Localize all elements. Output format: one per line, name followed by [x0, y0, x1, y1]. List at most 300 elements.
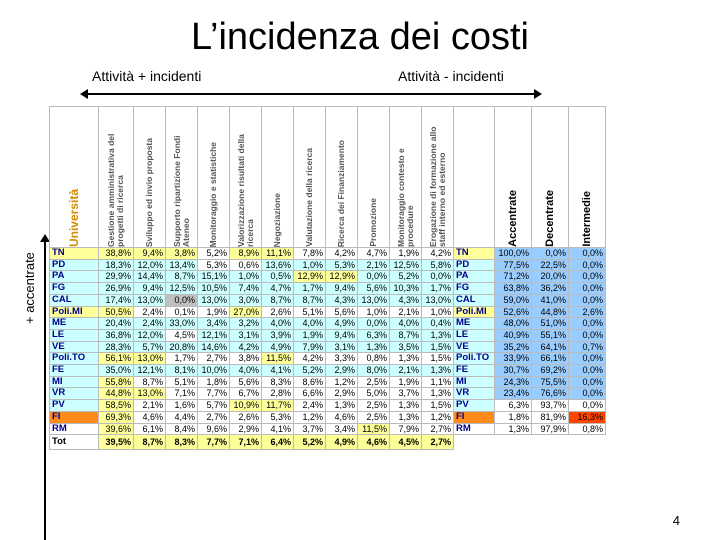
region-code-right: PD	[454, 259, 495, 271]
cost-cell: 2,7%	[198, 411, 230, 423]
total-cell: 2,7%	[422, 435, 454, 450]
cost-cell: 1,3%	[422, 365, 454, 377]
cost-cell: 4,2%	[230, 341, 262, 353]
cost-cell: 3,2%	[230, 318, 262, 330]
table-row	[50, 400, 606, 412]
share-cell: 1,3%	[495, 423, 532, 435]
region-code: FG	[50, 283, 99, 295]
region-code: Poli.TO	[50, 353, 99, 365]
cost-cell: 3,5%	[390, 341, 422, 353]
share-cell: 51,0%	[532, 318, 569, 330]
share-cell: 35,2%	[495, 341, 532, 353]
share-cell: 0,7%	[569, 341, 606, 353]
cost-cell: 8,0%	[358, 365, 390, 377]
table-row	[50, 259, 606, 271]
header-intermedie: Intermedie	[569, 107, 606, 248]
cost-cell: 1,1%	[422, 376, 454, 388]
cost-cell: 5,2%	[294, 365, 326, 377]
share-cell: 0,0%	[532, 248, 569, 260]
table-row	[50, 306, 606, 318]
cost-cell: 7,1%	[166, 388, 198, 400]
region-code: FI	[50, 411, 99, 423]
cost-cell: 2,4%	[134, 318, 166, 330]
region-code-right: FI	[454, 411, 495, 423]
cost-cell: 1,3%	[390, 400, 422, 412]
cost-cell: 2,8%	[262, 388, 294, 400]
share-cell: 63,8%	[495, 283, 532, 295]
cost-cell: 0,0%	[422, 271, 454, 283]
region-code-right: Poli.MI	[454, 306, 495, 318]
region-code-right: VR	[454, 388, 495, 400]
cost-cell: 6,7%	[230, 388, 262, 400]
share-cell: 77,5%	[495, 259, 532, 271]
cost-cell: 1,9%	[390, 376, 422, 388]
vertical-axis-label: + accentrate	[22, 252, 37, 324]
cost-cell: 12,0%	[134, 259, 166, 271]
cost-cell: 5,8%	[422, 259, 454, 271]
cost-cell: 2,6%	[230, 411, 262, 423]
cost-cell: 15,1%	[198, 271, 230, 283]
cost-cell: 4,2%	[294, 353, 326, 365]
cost-cell: 0,0%	[358, 271, 390, 283]
cost-cell: 4,7%	[358, 248, 390, 260]
cost-cell: 10,0%	[198, 365, 230, 377]
share-cell: 0,0%	[569, 294, 606, 306]
cost-cell: 4,6%	[326, 411, 358, 423]
cost-cell: 1,3%	[326, 400, 358, 412]
header-accentrate: Accentrate	[495, 107, 532, 248]
cost-cell: 1,3%	[422, 388, 454, 400]
share-cell: 33,9%	[495, 353, 532, 365]
table-row	[50, 376, 606, 388]
header-col: Erogazione di formazione allo staff interno ed esterno	[422, 107, 454, 248]
table-row	[50, 248, 606, 260]
cost-cell: 3,3%	[326, 353, 358, 365]
cost-cell: 1,3%	[422, 329, 454, 341]
slide-title: L’incidenza dei costi	[191, 16, 529, 58]
share-cell: 76,6%	[532, 388, 569, 400]
cost-cell: 6,3%	[358, 329, 390, 341]
cost-cell: 12,1%	[134, 365, 166, 377]
table-row	[50, 318, 606, 330]
cost-cell: 1,2%	[294, 411, 326, 423]
region-code-right: FG	[454, 283, 495, 295]
header-blank	[454, 107, 495, 248]
cost-cell: 5,2%	[390, 271, 422, 283]
region-code: PA	[50, 271, 99, 283]
share-cell: 44,8%	[532, 306, 569, 318]
table-row	[50, 329, 606, 341]
share-cell: 48,0%	[495, 318, 532, 330]
cost-cell: 9,4%	[326, 283, 358, 295]
cost-cell: 7,4%	[230, 283, 262, 295]
share-cell: 71,2%	[495, 271, 532, 283]
header-col: Valorizzazione risultati della ricerca	[230, 107, 262, 248]
cost-cell: 2,7%	[198, 353, 230, 365]
table-row	[50, 365, 606, 377]
cost-cell: 2,9%	[230, 423, 262, 435]
header-col: Gestione amministrativa del progetti di ricerca	[99, 107, 134, 248]
cost-cell: 1,0%	[422, 306, 454, 318]
cost-cell: 5,3%	[198, 259, 230, 271]
cost-cell: 4,2%	[422, 248, 454, 260]
cost-cell: 3,7%	[294, 423, 326, 435]
table-row	[50, 411, 606, 423]
cost-cell: 4,9%	[326, 318, 358, 330]
cost-cell: 12,9%	[294, 271, 326, 283]
cost-cell: 35,0%	[99, 365, 134, 377]
cost-cell: 1,2%	[326, 376, 358, 388]
share-cell: 93,7%	[532, 400, 569, 412]
cost-cell: 10,3%	[390, 283, 422, 295]
cost-cell: 12,1%	[198, 329, 230, 341]
cost-cell: 2,1%	[390, 365, 422, 377]
cost-cell: 1,0%	[230, 271, 262, 283]
cost-cell: 1,6%	[166, 400, 198, 412]
cost-cell: 5,1%	[166, 376, 198, 388]
cost-cell: 8,7%	[390, 329, 422, 341]
cost-cell: 14,4%	[134, 271, 166, 283]
cost-cell: 2,9%	[326, 388, 358, 400]
cost-cell: 11,1%	[262, 248, 294, 260]
table-row	[50, 283, 606, 295]
total-cell: 5,2%	[294, 435, 326, 450]
cost-cell: 0,6%	[230, 259, 262, 271]
region-code-right: RM	[454, 423, 495, 435]
cost-cell: 3,4%	[198, 318, 230, 330]
cost-cell: 13,0%	[358, 294, 390, 306]
share-cell: 20,0%	[532, 271, 569, 283]
cost-cell: 2,9%	[326, 365, 358, 377]
cost-cell: 5,3%	[262, 411, 294, 423]
cost-cell: 13,0%	[134, 353, 166, 365]
cost-cell: 2,5%	[358, 411, 390, 423]
cost-cell: 1,2%	[422, 411, 454, 423]
cost-cell: 8,7%	[294, 294, 326, 306]
cost-cell: 4,2%	[326, 248, 358, 260]
table-row	[50, 271, 606, 283]
cost-cell: 0,8%	[358, 353, 390, 365]
cost-cell: 4,5%	[166, 329, 198, 341]
cost-cell: 9,6%	[198, 423, 230, 435]
region-code: VE	[50, 341, 99, 353]
region-code: ME	[50, 318, 99, 330]
region-code-right: PA	[454, 271, 495, 283]
share-cell: 0,0%	[569, 400, 606, 412]
cost-cell: 27,0%	[230, 306, 262, 318]
cost-cell: 69,3%	[99, 411, 134, 423]
cost-cell: 5,1%	[294, 306, 326, 318]
region-code-right: LE	[454, 329, 495, 341]
cost-cell: 4,3%	[326, 294, 358, 306]
cost-cell: 2,6%	[262, 306, 294, 318]
cost-cell: 3,0%	[230, 294, 262, 306]
cost-cell: 2,5%	[358, 376, 390, 388]
table-row	[50, 423, 606, 435]
share-cell: 0,0%	[569, 329, 606, 341]
cost-cell: 11,5%	[262, 353, 294, 365]
cost-cell: 20,8%	[166, 341, 198, 353]
cost-cell: 1,8%	[198, 376, 230, 388]
share-cell: 41,0%	[532, 294, 569, 306]
table-header-row	[50, 107, 606, 248]
share-cell: 6,3%	[495, 400, 532, 412]
cost-cell: 0,0%	[166, 294, 198, 306]
share-cell: 0,8%	[569, 423, 606, 435]
total-cell: 39,5%	[99, 435, 134, 450]
share-cell: 24,3%	[495, 376, 532, 388]
total-cell: 4,5%	[390, 435, 422, 450]
cost-cell: 39,6%	[99, 423, 134, 435]
cost-cell: 55,8%	[99, 376, 134, 388]
share-cell: 0,0%	[569, 365, 606, 377]
cost-cell: 4,7%	[262, 283, 294, 295]
cost-cell: 1,0%	[358, 306, 390, 318]
cost-cell: 1,7%	[294, 283, 326, 295]
cost-cell: 4,3%	[390, 294, 422, 306]
region-code: RM	[50, 423, 99, 435]
total-cell: 7,1%	[230, 435, 262, 450]
cost-cell: 12,0%	[134, 329, 166, 341]
cost-cell: 44,8%	[99, 388, 134, 400]
cost-cell: 1,7%	[422, 283, 454, 295]
cost-cell: 29,9%	[99, 271, 134, 283]
cost-cell: 38,8%	[99, 248, 134, 260]
cost-cell: 6,1%	[134, 423, 166, 435]
cost-cell: 9,4%	[134, 283, 166, 295]
cost-cell: 12,5%	[390, 259, 422, 271]
cost-cell: 5,0%	[358, 388, 390, 400]
cost-cell: 11,7%	[262, 400, 294, 412]
region-code-right: VE	[454, 341, 495, 353]
total-cell: 8,7%	[134, 435, 166, 450]
cost-cell: 4,0%	[294, 318, 326, 330]
total-label: Tot	[50, 435, 99, 450]
region-code: PD	[50, 259, 99, 271]
table-row	[50, 353, 606, 365]
share-cell: 75,5%	[532, 376, 569, 388]
cost-cell: 1,9%	[294, 329, 326, 341]
share-cell: 40,9%	[495, 329, 532, 341]
cost-cell: 10,9%	[230, 400, 262, 412]
cost-cell: 5,7%	[198, 400, 230, 412]
share-cell: 1,8%	[495, 411, 532, 423]
cost-cell: 1,9%	[390, 248, 422, 260]
cost-cell: 36,8%	[99, 329, 134, 341]
total-cell: 6,4%	[262, 435, 294, 450]
cost-cell: 50,5%	[99, 306, 134, 318]
cost-cell: 2,1%	[390, 306, 422, 318]
cost-cell: 3,1%	[230, 329, 262, 341]
cost-cell: 4,1%	[262, 423, 294, 435]
cost-cell: 6,6%	[294, 388, 326, 400]
cost-cell: 7,9%	[294, 341, 326, 353]
total-cell: 4,9%	[326, 435, 358, 450]
cost-cell: 0,1%	[166, 306, 198, 318]
cost-cell: 5,6%	[358, 283, 390, 295]
cost-cell: 5,6%	[230, 376, 262, 388]
region-code: TN	[50, 248, 99, 260]
region-code-right: PV	[454, 400, 495, 412]
region-code: FE	[50, 365, 99, 377]
cost-cell: 8,3%	[262, 376, 294, 388]
total-cell: 8,3%	[166, 435, 198, 450]
cost-cell: 5,3%	[326, 259, 358, 271]
cost-cell: 4,1%	[262, 365, 294, 377]
header-col: Monitoraggio contesto e procedure	[390, 107, 422, 248]
cost-cell: 4,4%	[166, 411, 198, 423]
cost-cell: 18,3%	[99, 259, 134, 271]
cost-cell: 9,4%	[134, 248, 166, 260]
cost-cell: 11,5%	[358, 423, 390, 435]
table-row	[50, 341, 606, 353]
share-cell: 2,6%	[569, 306, 606, 318]
cost-cell: 1,5%	[422, 353, 454, 365]
share-cell: 0,0%	[569, 248, 606, 260]
cost-cell: 4,6%	[134, 411, 166, 423]
header-col: Ricerca dei Finanziamento	[326, 107, 358, 248]
share-cell: 36,2%	[532, 283, 569, 295]
cost-cell: 17,4%	[99, 294, 134, 306]
table-row	[50, 388, 606, 400]
cost-cell: 2,7%	[422, 423, 454, 435]
cost-cell: 4,9%	[262, 341, 294, 353]
cost-cell: 13,4%	[166, 259, 198, 271]
cost-cell: 12,9%	[326, 271, 358, 283]
cost-cell: 8,7%	[166, 271, 198, 283]
region-code-right: CAL	[454, 294, 495, 306]
share-cell: 0,0%	[569, 388, 606, 400]
cost-cell: 56,1%	[99, 353, 134, 365]
cost-cell: 1,7%	[166, 353, 198, 365]
total-cell: 4,6%	[358, 435, 390, 450]
total-row	[50, 435, 606, 450]
header-col: Sviluppo ed invio proposta	[134, 107, 166, 248]
cost-cell: 5,2%	[198, 248, 230, 260]
region-code: Poli.MI	[50, 306, 99, 318]
cost-cell: 2,1%	[358, 259, 390, 271]
cost-cell: 20,4%	[99, 318, 134, 330]
share-cell: 22,5%	[532, 259, 569, 271]
table-row	[50, 294, 606, 306]
cost-cell: 2,1%	[134, 400, 166, 412]
cost-cell: 58,5%	[99, 400, 134, 412]
header-decentrate: Decentrate	[532, 107, 569, 248]
share-cell: 52,6%	[495, 306, 532, 318]
cost-cell: 4,0%	[230, 365, 262, 377]
cost-cell: 8,6%	[294, 376, 326, 388]
share-cell: 16,3%	[569, 411, 606, 423]
cost-cell: 4,0%	[390, 318, 422, 330]
left-column-label: Attività + incidenti	[92, 68, 202, 84]
cost-cell: 8,9%	[230, 248, 262, 260]
cost-cell: 1,5%	[422, 400, 454, 412]
cost-cell: 1,3%	[358, 341, 390, 353]
total-cell: 7,7%	[198, 435, 230, 450]
share-cell: 0,0%	[569, 376, 606, 388]
region-code-right: FE	[454, 365, 495, 377]
cost-cell: 10,5%	[198, 283, 230, 295]
cost-cell: 8,4%	[166, 423, 198, 435]
region-code-right: TN	[454, 248, 495, 260]
share-cell: 66,1%	[532, 353, 569, 365]
cost-cell: 2,4%	[294, 400, 326, 412]
cost-cell: 0,5%	[262, 271, 294, 283]
share-cell: 97,9%	[532, 423, 569, 435]
horizontal-double-arrow	[82, 93, 540, 95]
region-code: CAL	[50, 294, 99, 306]
cost-cell: 13,0%	[198, 294, 230, 306]
cost-cell: 13,6%	[262, 259, 294, 271]
region-code: MI	[50, 376, 99, 388]
share-cell: 0,0%	[569, 271, 606, 283]
share-cell: 0,0%	[569, 353, 606, 365]
share-cell: 55,1%	[532, 329, 569, 341]
cost-cell: 0,4%	[422, 318, 454, 330]
cost-cell: 3,8%	[230, 353, 262, 365]
region-code-right: ME	[454, 318, 495, 330]
cost-cell: 7,7%	[198, 388, 230, 400]
cost-cell: 2,4%	[134, 306, 166, 318]
cost-cell: 13,0%	[422, 294, 454, 306]
cost-cell: 8,1%	[166, 365, 198, 377]
cost-cell: 4,0%	[262, 318, 294, 330]
cost-cell: 0,0%	[358, 318, 390, 330]
cost-cell: 1,9%	[198, 306, 230, 318]
cost-cell: 28,3%	[99, 341, 134, 353]
cost-cell: 3,4%	[326, 423, 358, 435]
header-col: Negoziazione	[262, 107, 294, 248]
cost-cell: 8,7%	[134, 376, 166, 388]
share-cell: 69,2%	[532, 365, 569, 377]
cost-cell: 14,6%	[198, 341, 230, 353]
cost-cell: 33,0%	[166, 318, 198, 330]
header-col: Supporto ripartizione Fondi Ateneo	[166, 107, 198, 248]
cost-cell: 5,6%	[326, 306, 358, 318]
cost-table	[49, 106, 606, 450]
vertical-arrow	[44, 240, 46, 540]
share-cell: 0,0%	[569, 259, 606, 271]
cost-cell: 1,3%	[390, 411, 422, 423]
share-cell: 0,0%	[569, 283, 606, 295]
region-code: VR	[50, 388, 99, 400]
share-cell: 30,7%	[495, 365, 532, 377]
cost-cell: 1,0%	[294, 259, 326, 271]
cost-cell: 1,3%	[390, 353, 422, 365]
cost-cell: 2,5%	[358, 400, 390, 412]
region-code: LE	[50, 329, 99, 341]
header-universita: Università	[50, 107, 99, 248]
share-cell: 64,1%	[532, 341, 569, 353]
share-cell: 81,9%	[532, 411, 569, 423]
cost-cell: 9,4%	[326, 329, 358, 341]
share-cell: 100,0%	[495, 248, 532, 260]
cost-cell: 5,7%	[134, 341, 166, 353]
cost-cell: 3,8%	[166, 248, 198, 260]
region-code-right: Poli.TO	[454, 353, 495, 365]
page-number: 4	[672, 513, 680, 528]
cost-cell: 8,7%	[262, 294, 294, 306]
cost-cell: 3,1%	[326, 341, 358, 353]
header-col: Valutazione della ricerca	[294, 107, 326, 248]
cost-cell: 7,8%	[294, 248, 326, 260]
cost-cell: 1,5%	[422, 341, 454, 353]
right-column-label: Attività - incidenti	[398, 68, 504, 84]
cost-cell: 7,9%	[390, 423, 422, 435]
header-col: Monitoraggio e statistiche	[198, 107, 230, 248]
region-code-right: MI	[454, 376, 495, 388]
cost-cell: 13,0%	[134, 388, 166, 400]
